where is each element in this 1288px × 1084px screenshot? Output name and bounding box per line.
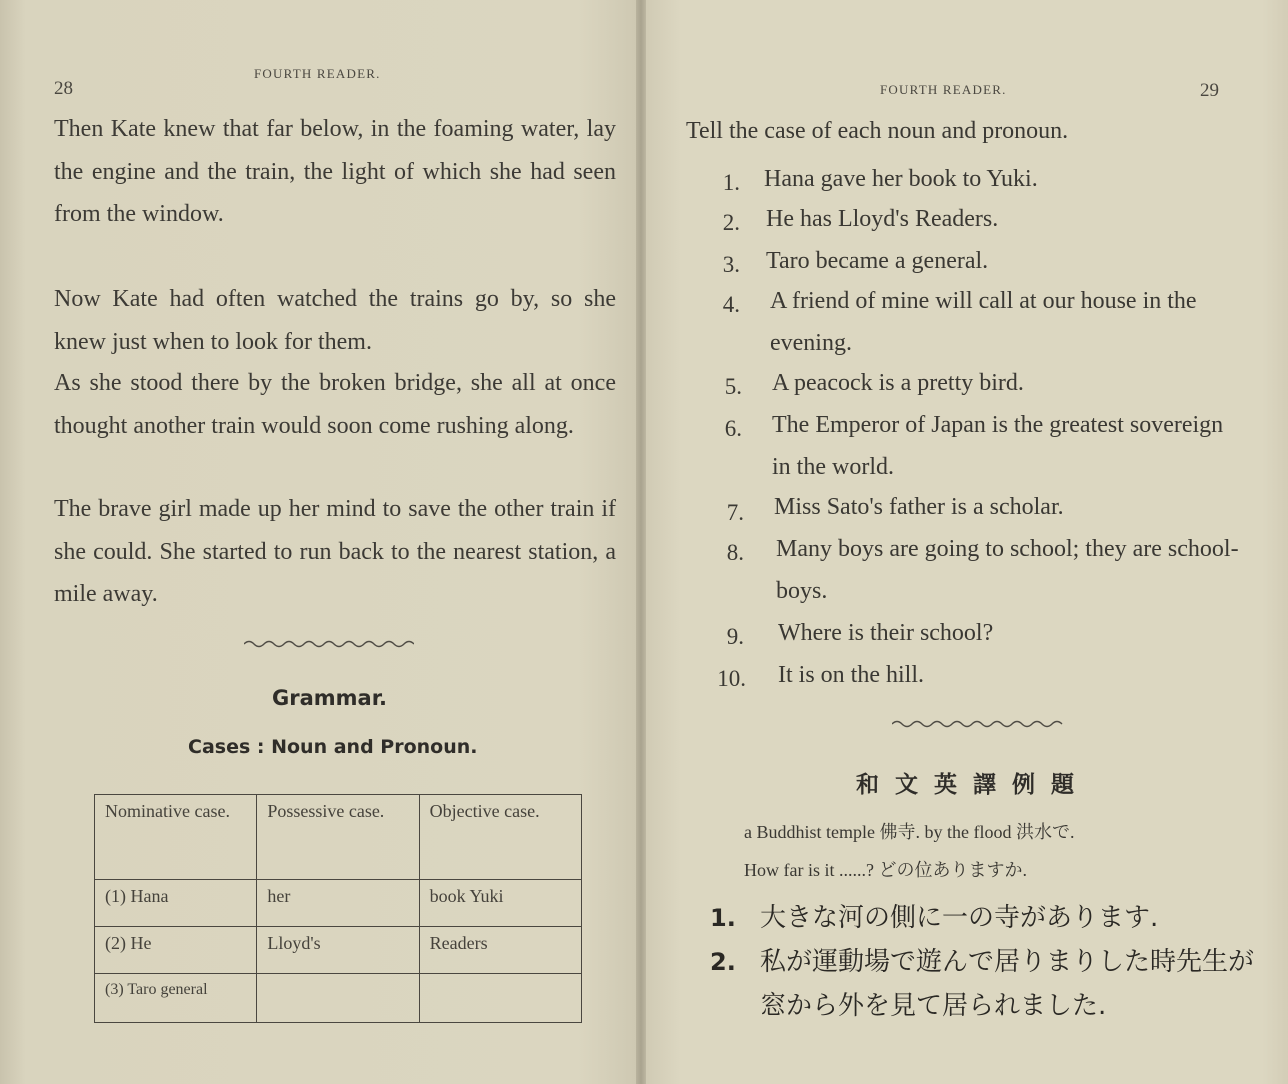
sentence-number: 4. [722,292,740,317]
exercise-number: 1. [710,904,736,932]
sentence-number: 1. [722,170,740,195]
vocab-line: How far is it ......? どの位ありますか. [744,860,1027,880]
sentence-number: 5. [724,374,742,399]
sentence-text: It is on the hill. [778,662,924,688]
sentence-text: Miss Sato's father is a scholar. [774,494,1064,520]
sentence-text: The Emperor of Japan is the greatest sovereign in the world. [772,412,1224,480]
table-row [95,927,582,974]
book-gutter [636,0,646,1084]
left-running-head: FOURTH READER. [254,66,381,81]
vocab-line: a Buddhist temple 佛寺. by the flood 洪水で. [744,822,1075,842]
table-cell: (1) Hana [95,880,257,927]
sentence-number: 9. [726,624,744,649]
table-cell: (2) He [95,927,257,974]
table-cell: Readers [419,927,581,974]
table-header-cell: Nominative case. [95,795,257,880]
exercise-text: 大きな河の側に一の寺があります. [760,903,1159,933]
right-running-head: FOURTH READER. [880,82,1007,97]
table-header-row [95,795,582,880]
sentence-text: Many boys are going to school; they are school-boys. [776,536,1239,604]
translation-heading: 和 文 英 譯 例 題 [856,772,1079,798]
sentence-text: Where is their school? [778,620,994,646]
paragraph-4: The brave girl made up her mind to save the other train if she could. She started to run back to the nearest station, a mile away. [54,496,616,607]
sentence-number: 7. [726,500,744,525]
grammar-heading: Grammar. [272,686,388,710]
cases-heading: Cases : Noun and Pronoun. [188,736,478,758]
sentence-number: 3. [722,252,740,277]
table-cell: (3) Taro general [95,974,257,1023]
paragraph-3: As she stood there by the broken bridge, she all at once thought another train would soon come rushing along. [54,370,616,439]
sentence-number: 10. [717,666,746,691]
table-cell [419,974,581,1023]
sentence-number: 6. [724,416,742,441]
paragraph-2: Now Kate had often watched the trains go by, so she knew just when to look for them. [54,286,616,355]
table-cell: her [257,880,419,927]
exercise-text: 私が運動場で遊んで居りまりした時先生が窓から外を見て居られました. [760,947,1255,1021]
left-ornament-divider [244,638,414,650]
exercise-number: 2. [710,948,736,976]
left-page-number: 28 [54,78,73,99]
table-header-cell: Objective case. [419,795,581,880]
table-cell: book Yuki [419,880,581,927]
right-ornament-divider [892,718,1068,730]
table-row [95,880,582,927]
table-header-cell: Possessive case. [257,795,419,880]
table-cell [257,974,419,1023]
sentence-number: 8. [726,540,744,565]
right-page-number: 29 [1200,80,1219,101]
exercise-instruction: Tell the case of each noun and pronoun. [686,118,1069,144]
table-row [95,974,582,1023]
sentence-text: Taro became a general. [766,248,989,274]
sentence-number: 2. [722,210,740,235]
sentence-text: A friend of mine will call at our house in the evening. [770,288,1197,356]
table-cell: Lloyd's [257,927,419,974]
sentence-text: He has Lloyd's Readers. [766,206,999,232]
sentence-text: Hana gave her book to Yuki. [764,166,1038,192]
cases-table [94,794,582,1023]
paragraph-1: Then Kate knew that far below, in the foaming water, lay the engine and the train, the light of which she had seen from the window. [54,116,616,227]
sentence-text: A peacock is a pretty bird. [772,370,1024,396]
